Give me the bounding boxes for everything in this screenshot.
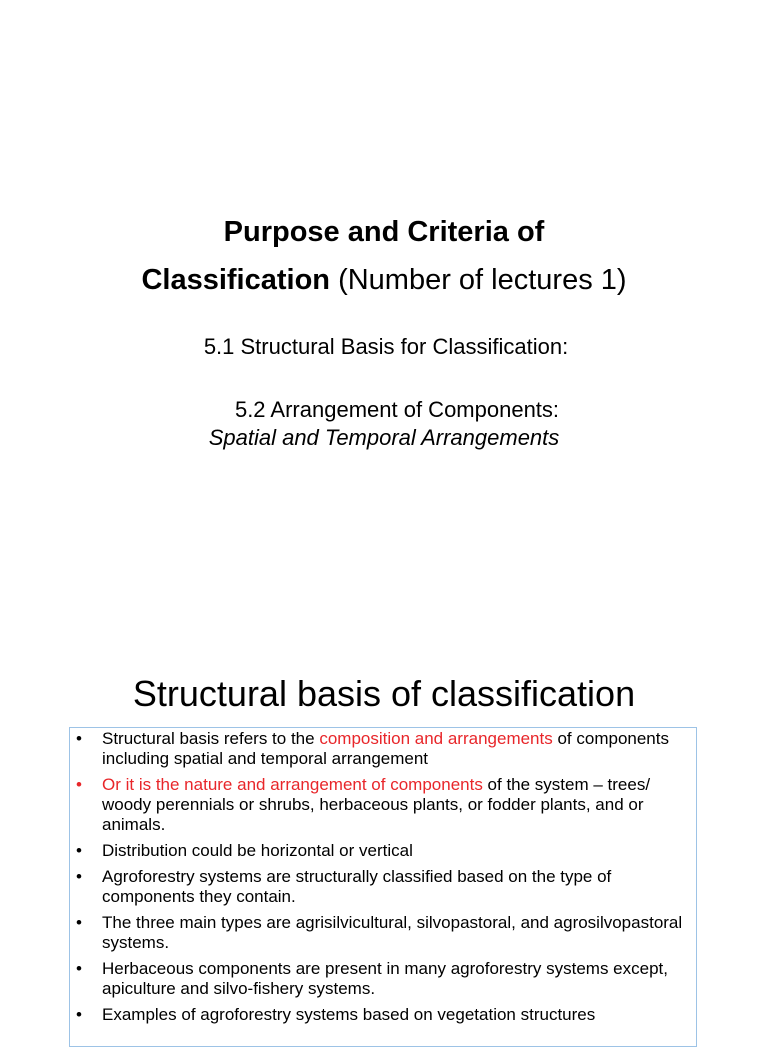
bullet-list <box>72 729 696 1031</box>
bullet-text: Structural basis refers to the <box>102 729 320 748</box>
bullet-item <box>72 913 696 953</box>
subtitle-5-2: 5.2 Arrangement of Components: <box>234 397 560 422</box>
bullet-icon: • <box>76 841 82 860</box>
bullet-text: Herbaceous components are present in many agroforestry systems except, apiculture and silvo-fishery systems. <box>102 959 668 998</box>
title-bold-line2: Classification <box>141 264 330 296</box>
bullet-highlight: composition and arrangements <box>319 729 553 748</box>
slide-2-title: Structural basis of classification <box>132 673 636 714</box>
bullet-icon: • <box>76 913 82 932</box>
bullet-highlight: Or it is the nature and arrangement of components <box>102 775 483 794</box>
bullet-icon: • <box>76 1005 82 1024</box>
slide-2 <box>0 640 768 1024</box>
title-lectures-note: (Number of lectures 1) <box>338 264 627 296</box>
bullet-text: Examples of agroforestry systems based on vegetation structures <box>102 1005 596 1024</box>
bullet-item <box>72 867 696 907</box>
bullet-icon: • <box>76 729 82 748</box>
subtitle-5-2-italic: Spatial and Temporal Arrangements <box>208 425 560 450</box>
subtitle-5-1: 5.1 Structural Basis for Classification: <box>203 334 569 359</box>
bullet-icon: • <box>76 867 82 886</box>
bullet-item <box>72 841 696 861</box>
slide-1-title <box>0 208 768 304</box>
title-bold-line1: Purpose and Criteria of <box>223 216 545 248</box>
bullet-text-post: of the system – trees/ woody perennials or shrubs, herbaceous plants, or fodder plants, and or animals. <box>102 775 651 834</box>
bullet-item <box>72 775 696 835</box>
bullet-icon: • <box>76 775 82 794</box>
bullet-text-post: of components including spatial and temporal arrangement <box>102 729 669 768</box>
bullet-text: Agroforestry systems are structurally classified based on the type of components they contain. <box>102 867 612 906</box>
bullet-text: The three main types are agrisilvicultural, silvopastoral, and agrosilvopastoral systems. <box>102 913 683 952</box>
bullet-icon: • <box>76 959 82 978</box>
bullet-item <box>72 959 696 999</box>
bullet-text: Distribution could be horizontal or vertical <box>102 841 413 860</box>
bullet-item <box>72 729 696 769</box>
bullet-item <box>72 1005 696 1025</box>
